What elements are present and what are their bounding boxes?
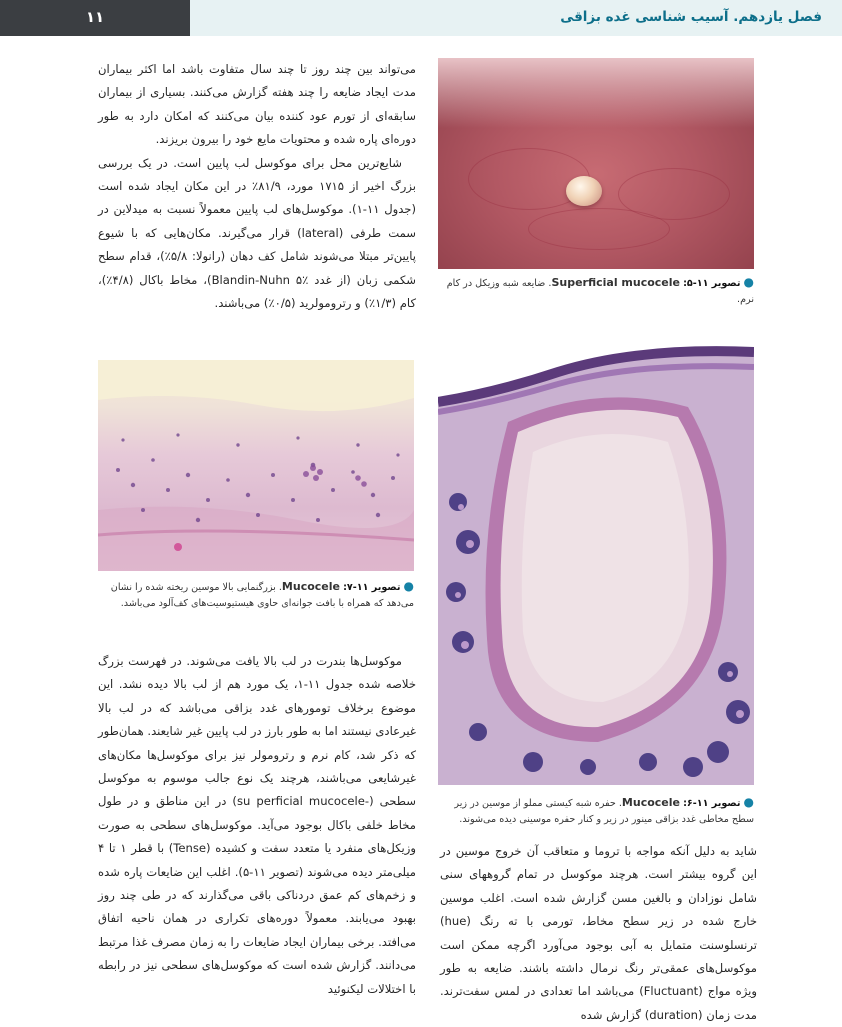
histology-cavity-drawing <box>438 312 754 785</box>
caption-label: تصویر ۱۱-۶: <box>683 798 741 809</box>
chapter-label: فصل یازدهم. <box>733 9 822 25</box>
caption-latin-term: Mucocele <box>281 580 340 593</box>
photo-highlight <box>438 58 754 128</box>
chapter-title <box>560 9 822 25</box>
body-text-left-top <box>98 58 416 315</box>
histology-drawing <box>98 360 414 571</box>
caption-label: تصویر ۱۱-۵: <box>683 278 741 289</box>
paragraph: موکوسل‌ها بندرت در لب بالا یافت می‌شوند. در فهرست بزرگ خلاصه شده جدول ۱۱-۱، یک مورد هم از لب بالا دیده نشد. این موضوع برخلاف تومورهای غدد بزاقی می‌باشد که در لب بالا غیرعادی نیستند اما به طور بارز در لب پایین غیر شایعند. همان‌طور که ذکر شد، کام نرم و رترومولر نیز برای موکوسل‌ها مکان‌های غیرشایعی می‌باشند، هرچند یک نوع جالب موسوم به موکوسل سطحی (-su perficial mucocele) در این مناطق و در طول مخاط خلفی باکال بوجود می‌آید. موکوسل‌های سطحی به صورت وزیکل‌های منفرد یا متعدد سفت و کشیده (Tense) با قطر ۱ تا ۴ میلی‌متر دیده می‌شوند (تصویر ۱۱-۵). اغلب این ضایعات پاره شده و زخم‌های کم عمق دردناکی باقی می‌گذارند که در طی چند روز بهبود می‌یابند. معمولاً دوره‌های تکراری در همان ناحیه اتفاق می‌افتد. برخی بیماران ایجاد ضایعات را به زمان مصرف غذا مرتبط می‌دانند. گزارش شده است که موکوسل‌های سطحی نیز در رابطه با اختلالات لیکنوئید <box>98 654 417 996</box>
caption-label: تصویر ۱۱-۷: <box>343 582 401 593</box>
caption-bullet-icon: ● <box>403 579 414 593</box>
figure-caption-11-6 <box>438 794 754 828</box>
page-number-box <box>0 0 190 36</box>
caption-bullet-icon: ● <box>743 275 754 289</box>
figure-low-power-histology <box>438 312 754 785</box>
figure-caption-11-5 <box>438 274 754 308</box>
page-number: ۱۱ <box>85 8 105 26</box>
caption-bullet-icon: ● <box>743 795 754 809</box>
paragraph: شایع‌ترین محل برای موکوسل لب پایین است. در یک بررسی بزرگ اخیر از ۱۷۱۵ مورد، ۸۱/۹٪ در این مکان ایجاد شده است (جدول ۱۱-۱). موکوسل‌های لب پایین معمولاً نسبت به میدلاین در سمت طرفی (lateral) قرار می‌گیرند. مکان‌هایی که با شیوع پایین‌تر مبتلا می‌شوند شامل کف دهان (رانولا: ۵/۸٪)، قدام سطح شکمی زبان (از غدد Blandin-Nuhn ۵٪)، مخاط باکال (۴/۸٪)، کام (۱/۳٪) و رترومولرید (۰/۵٪) می‌باشند. <box>98 155 417 311</box>
figure-caption-11-7 <box>98 578 414 612</box>
chapter-header <box>190 0 842 36</box>
caption-text: . بزرگنمایی بالا موسین ریخته شده را نشان می‌دهد که همراه با بافت جوانه‌ای حاوی هیستیوسیت‌های کف‌آلود می‌باشد. <box>110 582 414 609</box>
caption-text: . ضایعه شبه وزیکل در کام نرم. <box>446 278 754 305</box>
body-text-right-bottom <box>440 840 757 1027</box>
caption-latin-term: Superficial mucocele <box>551 276 680 289</box>
figure-superficial-mucocele-photo <box>438 58 754 269</box>
chapter-name: آسیب شناسی غده بزاقی <box>560 9 729 25</box>
figure-high-power-histology <box>98 360 414 571</box>
paragraph: می‌تواند بین چند روز تا چند سال متفاوت باشد اما اکثر بیماران مدت ایجاد ضایعه را چند هفته گزارش می‌کنند. بسیاری از بیماران سابقه‌ای از تورم عود کننده بیان می‌کنند که امکان دارد به طور دوره‌ای پاره شده و محتویات مایع خود را بیرون بریزند. <box>98 62 416 147</box>
vessel-texture <box>528 208 670 250</box>
caption-latin-term: Mucocele <box>621 796 680 809</box>
caption-text: . حفره شبه کیستی مملو از موسین در زیر سطح مخاطی غدد بزاقی مینور در زیر و کنار حفره موسینی دیده می‌شوند. <box>454 798 754 825</box>
mucocele-vesicle <box>566 176 602 206</box>
body-text-left-bottom <box>98 650 416 1001</box>
paragraph: شاید به دلیل آنکه مواجه با تروما و متعاقب آن خروج موسین در این گروه بیشتر است. هرچند موکوسل در تمام گروههای سنی شامل نوزادان و بالغین مسن گزارش شده است. اغلب موسین خارج شده در زیر سطح مخاط، تورمی با ته رنگ (hue) ترنسلوسنت متمایل به آبی بوجود می‌آورد اگرچه ممکن است موکوسل‌های عمقی‌تر رنگ نرمال داشته باشند. ضایعه به طور ویژه مواج (Fluctuant) می‌باشد اما تعدادی در لمس سفت‌ترند. مدت زمان (duration) گزارش شده <box>440 844 757 1022</box>
